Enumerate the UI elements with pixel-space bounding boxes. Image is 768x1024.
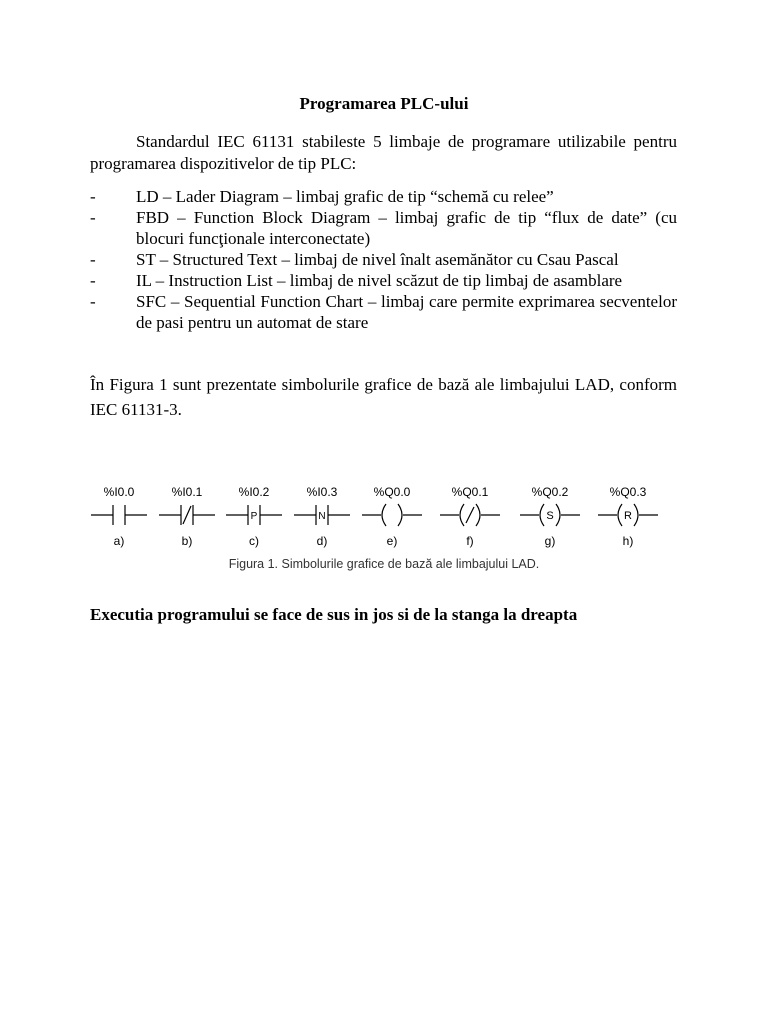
symbol-address: %Q0.3 [609, 485, 647, 499]
symbol-address: %I0.3 [306, 485, 338, 499]
contact-mark: N [318, 511, 326, 522]
symbol-label: c) [249, 534, 259, 548]
symbol-label: f) [466, 534, 474, 548]
coil-arc-right [556, 504, 560, 526]
coil-arc-right [476, 504, 480, 526]
bullet-dash: - [90, 187, 96, 206]
contact-slash [183, 506, 191, 524]
symbol-label: h) [622, 534, 634, 548]
list-item: - LD – Lader Diagram – limbaj grafic de tip “schemă cu relee” [90, 187, 554, 206]
symbol-label: d) [316, 534, 328, 548]
coil-mark: S [546, 510, 554, 522]
coil-arc-right [398, 504, 402, 526]
bullet-dash: - [90, 250, 96, 269]
page-title: Programarea PLC-ului [299, 94, 469, 113]
coil-arc-left [540, 504, 544, 526]
symbol-address: %I0.1 [171, 485, 203, 499]
figure-intro-paragraph: În Figura 1 sunt prezentate simbolurile grafice de bază ale limbajului LAD, conform IEC 61131-3. [90, 375, 677, 419]
symbol-address: %Q0.0 [373, 485, 411, 499]
symbol-label: b) [181, 534, 193, 548]
coil-arc-left [618, 504, 622, 526]
symbol-address: %I0.0 [103, 485, 135, 499]
symbol-address: %Q0.1 [451, 485, 489, 499]
intro-paragraph [90, 131, 677, 175]
list-item: - IL – Instruction List – limbaj de nivel scăzut de tip limbaj de asamblare [90, 271, 623, 290]
closing-paragraph: Executia programului se face de sus in jos si de la stanga la dreapta [90, 605, 578, 624]
list-item: - ST – Structured Text – limbaj de nivel înalt asemănător cu Csau Pascal [90, 250, 619, 269]
bullet-dash: - [90, 208, 96, 227]
symbol-address: %Q0.2 [531, 485, 569, 499]
coil-mark: R [624, 510, 632, 522]
contact-mark: P [250, 511, 258, 522]
list-item: - FBD – Function Block Diagram – limbaj grafic de tip “flux de date” (cu blocuri funcţionale interconectate) [90, 208, 677, 248]
symbol-address: %I0.2 [238, 485, 270, 499]
symbol-label: a) [113, 534, 125, 548]
coil-slash [466, 507, 474, 523]
intro-text: Standardul IEC 61131 stabileste 5 limbaje de programare utilizabile pentru programarea dispozitivelor de tip PLC: [90, 132, 677, 173]
list-item: - SFC – Sequential Function Chart – limbaj care permite exprimarea secventelor de pasi pentru un automat de stare [90, 292, 677, 332]
figure-caption: Figura 1. Simbolurile grafice de bază ale limbajului LAD. [228, 557, 540, 571]
lad-symbols-diagram [0, 478, 768, 558]
languages-list [90, 186, 677, 333]
bullet-dash: - [90, 271, 96, 290]
symbol-label: e) [386, 534, 398, 548]
coil-arc-left [460, 504, 464, 526]
bullet-dash: - [90, 292, 96, 311]
symbol-label: g) [544, 534, 556, 548]
coil-arc-left [382, 504, 386, 526]
coil-arc-right [634, 504, 638, 526]
